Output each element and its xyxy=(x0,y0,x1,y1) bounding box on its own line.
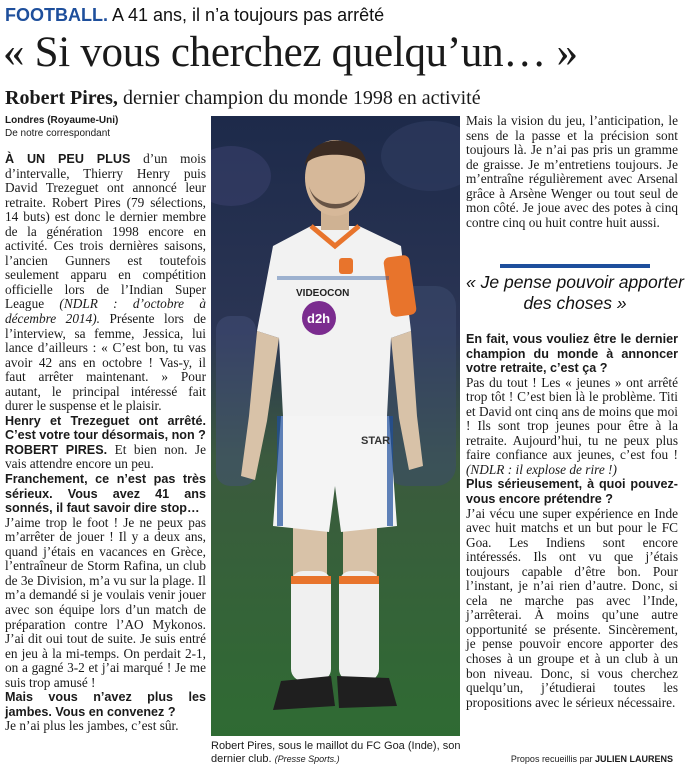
answer-4-note: (NDLR : il explose de rire !) xyxy=(466,461,617,477)
answer-1-text: Et bien non. Je vais attendre encore un peu. xyxy=(5,441,207,472)
byline-role: De notre correspondant xyxy=(5,128,111,139)
answer-5: J’ai vécu une super expérience en Inde avec huit matchs et un but pour le FC Goa. Les Indiens sont encore intéressés. Ils ont vu que j’étais toujours capable d’être bon. Pour l’instant, je n’ai rien d’autre. Donc, si cela ne marche pas avec l’Inde, j’arrêterai. À moins qu’une autre opportunité se présente. Sincèrement, je pense pouvoir encore apporter des choses à un groupe et à un club à un bon niveau. Donc, si vous cherchez quelqu’un, j’étudierai toutes les propositions avec le sérieux nécessaire. xyxy=(466,505,678,710)
intro-text: d’un mois d’intervalle, Thierry Henry puis David Trezeguet ont annoncé leur retraite. Robert Pires (79 sélections, 14 buts) est donc le dernier membre de la génération 1998 encore en activité. Ces trois dernières saisons, l’ancien Gunners est toutefois seulement apparu en compétition officielle lors de l’Indian Super League xyxy=(5,151,207,312)
byline xyxy=(5,114,206,140)
answer-4 xyxy=(466,376,678,478)
question-2: Franchement, ce n’est pas très sérieux. Vous avez 41 ans sonnés, il faut savoir dire stop… xyxy=(5,472,206,516)
intro-text-end: Présente lors de l’interview, sa femme, Jessica, lui lance d’ailleurs : « C’est bon, tu vas avoir 42 ans en octobre ! Vas-y, il faut arrêter maintenant. » Pour autant, le principal intéressé fait durer le suspense et le plaisir. xyxy=(5,311,206,414)
deck xyxy=(5,86,481,110)
photo-caption xyxy=(211,740,463,766)
question-3: Mais vous n’avez plus les jambes. Vous en convenez ? xyxy=(5,690,206,719)
signoff xyxy=(511,754,673,764)
answer-3-continued: Mais la vision du jeu, l’anticipation, le sens de la passe et la précision sont toujours là. Je n’ai pas pris un gramme de graisse. Je m’entretiens toujours. Je m’entraîne régulièrement avec Arsenal grâce à Arsène Wenger ou tout seul de mon côté. Je joue avec des potes à cinq contre cinq ou huit contre huit aussi. xyxy=(466,113,678,230)
player-illustration xyxy=(211,116,460,736)
shorts-mark: STAR xyxy=(361,435,391,447)
lead-caps: À UN PEU PLUS xyxy=(5,152,131,166)
right-column-top xyxy=(466,114,678,230)
answer-3: Je n’ai plus les jambes, c’est sûr. xyxy=(5,718,179,734)
section-label: FOOTBALL. xyxy=(5,5,108,25)
answer-1 xyxy=(5,443,206,472)
question-1: Henry et Trezeguet ont arrêté. C’est votre tour désormais, non ? xyxy=(5,413,206,443)
byline-place: Londres (Royaume-Uni) xyxy=(5,115,119,126)
headline: « Si vous cherchez quelqu’un… » xyxy=(3,29,578,76)
pull-quote-text: « Je pense pouvoir apporter des choses » xyxy=(466,272,684,313)
answer-4-text: Pas du tout ! Les « jeunes » ont arrêté trop tôt ! C’est bien là le problème. Titi et David ont cinq ans de moins que moi ! Ils sont trop jeunes pour être à la retraite. Aujourd’hui, tu ne peux plus faire confiance aux jeunes, c’est fou ! xyxy=(466,374,678,463)
shirt-sponsor: VIDEOCON xyxy=(296,288,350,299)
speaker-label: ROBERT PIRES. xyxy=(5,442,108,457)
kicker-subtitle: A 41 ans, il n’a toujours pas arrêté xyxy=(112,5,385,25)
kicker xyxy=(5,4,384,26)
question-4: En fait, vous vouliez être le dernier champion du monde à annoncer votre retraite, c’est ça ? xyxy=(466,332,678,376)
answer-2: J’aime trop le foot ! Je ne peux pas m’arrêter de jouer ! Il y a deux ans, quand j’étais en vacances en Grèce, l’entraîneur de Storm Rafina, un club de 3e Division, m’a vu sur la plage. Il m’a demandé si je voulais venir jouer avec son équipe lors d’un match de préparation contre l’AO Mykonos. J’ai dit oui tout de suite. Je suis entré en jeu à la mi-temps. On perdait 2-1, on a gagné 3-2 et j’ai marqué ! Je me suis trop amusé ! xyxy=(5,514,206,690)
left-column xyxy=(5,114,206,734)
intro-note: (NDLR : d’octobre à décembre 2014). xyxy=(5,296,206,327)
photo-credit: (Presse Sports.) xyxy=(274,754,340,764)
deck-text: dernier champion du monde 1998 en activité xyxy=(122,87,481,109)
pull-quote xyxy=(466,264,684,314)
player-photo xyxy=(211,116,460,736)
pull-quote-rule xyxy=(500,264,650,268)
intro-paragraph xyxy=(5,152,206,414)
shirt-logo: d2h xyxy=(307,311,331,326)
right-column-bottom xyxy=(466,332,678,710)
deck-name: Robert Pires, xyxy=(5,87,118,109)
author-name: JULIEN LAURENS xyxy=(594,754,673,764)
question-5: Plus sérieusement, à quoi pouvez-vous encore prétendre ? xyxy=(466,477,678,507)
caption-text: Robert Pires, sous le maillot du FC Goa (Inde), son dernier club. xyxy=(211,740,461,765)
signoff-prefix: Propos recueillis par xyxy=(510,754,593,764)
